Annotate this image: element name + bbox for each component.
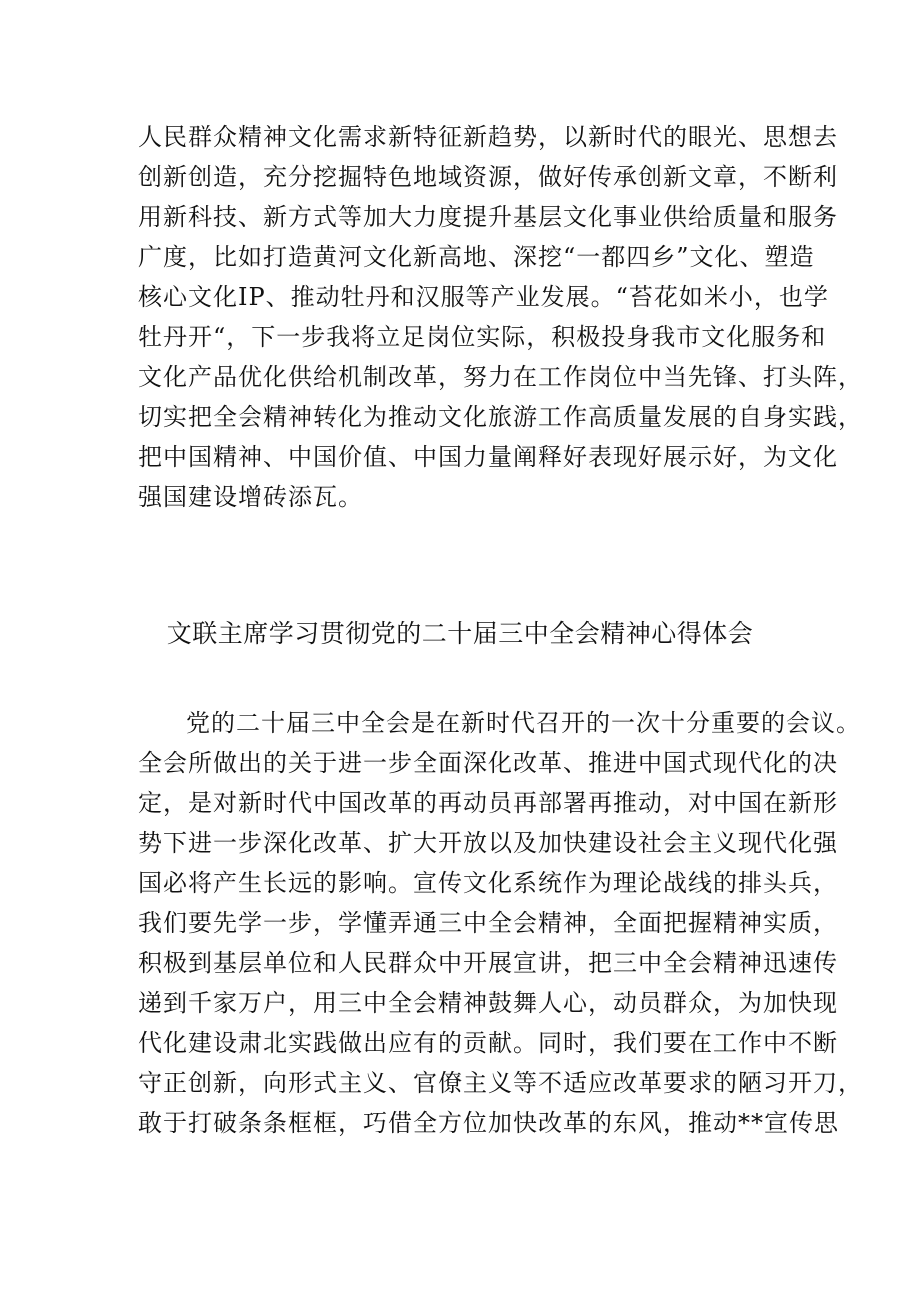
text-line: 党的二十届三中全会是在新时代召开的一次十分重要的会议。 [186, 709, 861, 737]
text-line: 代化建设肃北实践做出应有的贡献。同时，我们要在工作中不断 [138, 1029, 838, 1057]
text-line: 递到千家万户，用三中全会精神鼓舞人心，动员群众，为加快现 [138, 989, 838, 1017]
text-line: 全会所做出的关于进一步全面深化改革、推进中国式现代化的决 [138, 749, 838, 777]
text-line: 定，是对新时代中国改革的再动员再部署再推动，对中国在新形 [138, 789, 838, 817]
text-line: 创新创造，充分挖掘特色地域资源，做好传承创新文章，不断利 [138, 163, 838, 191]
text-line: 文化产品优化供给机制改革，努力在工作岗位中当先锋、打头阵， [138, 363, 863, 391]
text-line: 积极到基层单位和人民群众中开展宣讲，把三中全会精神迅速传 [138, 949, 838, 977]
text-line: 势下进一步深化改革、扩大开放以及加快建设社会主义现代化强 [138, 829, 838, 857]
text-line: 广度，比如打造黄河文化新高地、深挖“一都四乡”文化、塑造 [138, 243, 815, 271]
text-line: 敢于打破条条框框，巧借全方位加快改革的东风，推动**宣传思 [138, 1109, 839, 1137]
text-line: 用新科技、新方式等加大力度提升基层文化事业供给质量和服务 [138, 203, 838, 231]
text-line: 我们要先学一步，学懂弄通三中全会精神，全面把握精神实质， [138, 909, 838, 937]
text-line: 把中国精神、中国价值、中国力量阐释好表现好展示好，为文化 [138, 443, 838, 471]
text-line: 牡丹开“，下一步我将立足岗位实际，积极投身我市文化服务和 [138, 323, 827, 351]
text-line: 强国建设增砖添瓦。 [138, 483, 363, 511]
section-title: 文联主席学习贯彻党的二十届三中全会精神心得体会 [166, 619, 754, 648]
text-line: 核心文化IP、推动牡丹和汉服等产业发展。“苔花如米小，也学 [138, 283, 829, 311]
text-line: 人民群众精神文化需求新特征新趋势，以新时代的眼光、思想去 [138, 123, 838, 151]
text-line: 国必将产生长远的影响。宣传文化系统作为理论战线的排头兵， [138, 869, 838, 897]
text-line: 守正创新，向形式主义、官僚主义等不适应改革要求的陋习开刀， [138, 1069, 863, 1097]
text-line: 切实把全会精神转化为推动文化旅游工作高质量发展的自身实践， [138, 403, 863, 431]
